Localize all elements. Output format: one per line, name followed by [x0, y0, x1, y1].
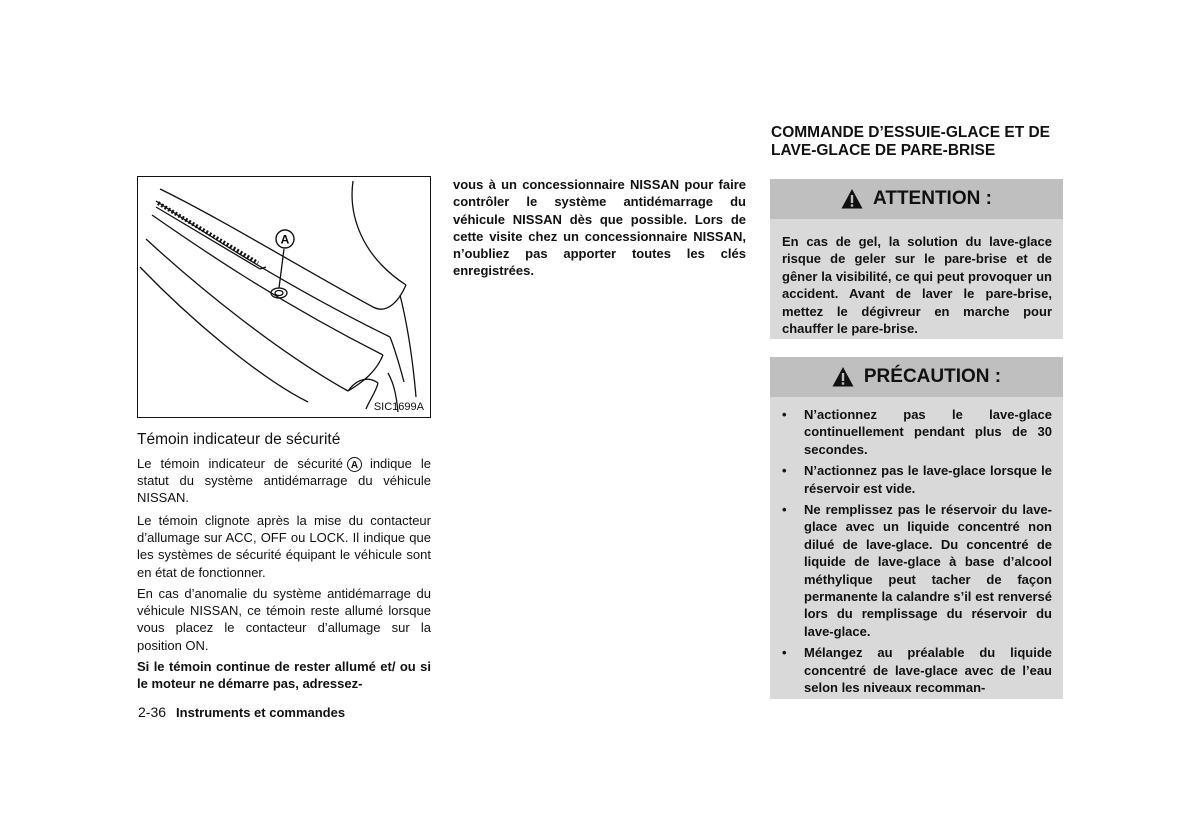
list-item-text: Mélangez au préalable du liquide concentré de lave-glace avec de l’eau selon les niveaux recomman- — [804, 645, 1052, 696]
bullet-icon: • — [782, 645, 787, 661]
attention-heading: ATTENTION : — [873, 188, 992, 209]
wiper-section-title: COMMANDE D’ESSUIE-GLACE ET DE LAVE-GLACE DE PARE-BRISE — [771, 124, 1051, 159]
list-item — [782, 406, 1052, 458]
paragraph-bold-warning: Si le témoin continue de rester allumé et/ ou si le moteur ne démarre pas, adressez- — [137, 659, 431, 692]
page-footer — [138, 704, 345, 720]
attention-box — [770, 179, 1063, 339]
attention-header — [770, 179, 1063, 219]
figure-code: SIC1699A — [373, 401, 424, 413]
bullet-icon: • — [782, 463, 787, 479]
attention-body: En cas de gel, la solution du lave-glace risque de geler sur le pare-brise et de gêner la visibilité, ce qui peut provoquer un accident. Avant de laver le pare-brise, mettez le dégivreur en marche pour chauffer le pare-brise. — [782, 234, 1052, 337]
bullet-icon: • — [782, 407, 787, 422]
p1-text-end: indique le statut du système antidémarrage du véhicule NISSAN. — [137, 456, 432, 506]
precaution-box — [770, 357, 1063, 699]
footer-section-label: Instruments et commandes — [176, 705, 346, 720]
precaution-header — [770, 357, 1063, 397]
paragraph-indicator-status — [137, 455, 431, 507]
dashboard-illustration — [137, 176, 431, 418]
list-item — [782, 644, 1052, 696]
list-item — [782, 462, 1052, 497]
page-number: 2-36 — [138, 704, 167, 720]
paragraph-malfunction: En cas d’anomalie du système antidémarrage du véhicule NISSAN, ce témoin reste allumé lorsque vous placez le contacteur d’allumage sur la position ON. — [137, 586, 431, 653]
p1-text-start: Le témoin indicateur de sécurité — [137, 456, 343, 471]
list-item-text: Ne remplissez pas le réservoir du lave-glace avec un liquide concentré non dilué de lave-glace. Du concentré de liquide de lave-glace à base d’alcool méthylique peut tacher de façon permanente la calandre s’il est renversé lors du remplissage du réservoir du lave-glace. — [804, 502, 1052, 639]
list-item-text: N’actionnez pas le lave-glace continuellement pendant plus de 30 secondes. — [804, 407, 1052, 457]
precaution-heading: PRÉCAUTION : — [863, 366, 1002, 387]
callout-label: A — [280, 232, 290, 247]
warning-icon — [832, 366, 854, 388]
precaution-list — [770, 397, 1063, 697]
dashboard-line-drawing — [138, 177, 430, 417]
section-title: Témoin indicateur de sécurité — [137, 431, 341, 448]
list-item — [782, 501, 1052, 640]
callout-marker: A — [347, 457, 362, 472]
list-item-text: N’actionnez pas le lave-glace lorsque le réservoir est vide. — [804, 463, 1052, 496]
paragraph-dealer-visit: vous à un concessionnaire NISSAN pour faire contrôler le système antidémarrage du véhicule NISSAN dès que possible. Lors de cette visite chez un concessionnaire NISSAN, n’oubliez pas apporter toutes les clés enregistrées. — [453, 177, 746, 279]
paragraph-blinking: Le témoin clignote après la mise du contacteur d’allumage sur ACC, OFF ou LOCK. Il indique que les systèmes de sécurité équipant le véhicule sont en état de fonctionner. — [137, 513, 431, 580]
bullet-icon: • — [782, 502, 787, 518]
warning-icon — [841, 188, 863, 210]
